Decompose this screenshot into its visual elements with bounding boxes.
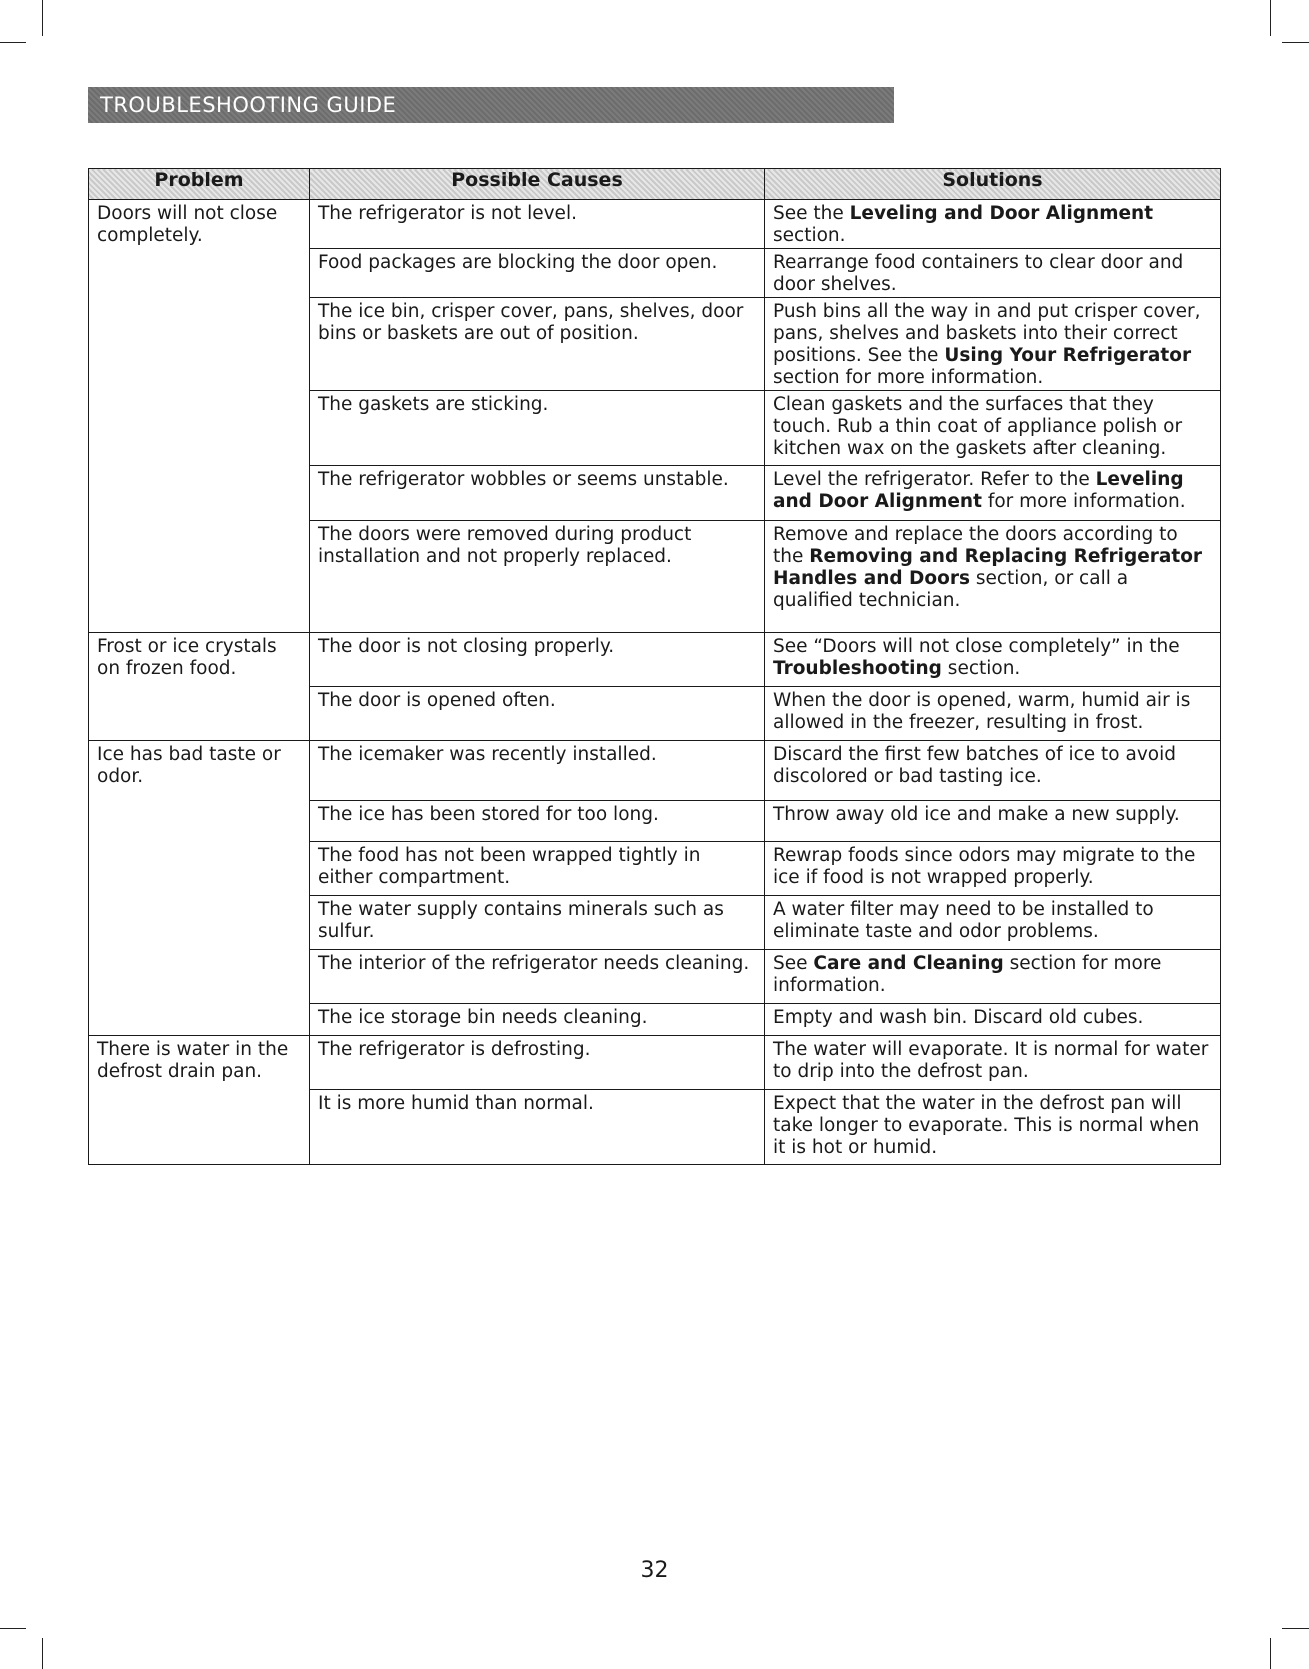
- solution-text: section for more information.: [773, 367, 1044, 388]
- problem-cell: Ice has bad taste or odor.: [89, 741, 310, 1036]
- section-title: TROUBLESHOOTING GUIDE: [88, 87, 894, 123]
- crop-mark: [0, 42, 26, 43]
- solution-text: section.: [941, 658, 1021, 679]
- solution-reference: Troubleshooting: [773, 658, 942, 679]
- cause-cell: Food packages are blocking the door open.: [310, 249, 765, 298]
- solution-text: When the door is opened, warm, humid air is allowed in the freezer, resulting in frost.: [773, 690, 1191, 733]
- table-row: [89, 741, 1221, 801]
- cause-cell: The gaskets are sticking.: [310, 391, 765, 466]
- solution-cell: [765, 842, 1221, 896]
- solution-text: See the: [773, 203, 850, 224]
- solution-cell: [765, 741, 1221, 801]
- solution-cell: [765, 896, 1221, 950]
- cause-cell: It is more humid than normal.: [310, 1090, 765, 1165]
- solution-text: Rearrange food containers to clear door and door shelves.: [773, 252, 1184, 295]
- cause-cell: The ice bin, crisper cover, pans, shelves, door bins or baskets are out of position.: [310, 298, 765, 391]
- solution-text: Expect that the water in the defrost pan will take longer to evaporate. This is normal when it is hot or humid.: [773, 1093, 1200, 1158]
- solution-cell: [765, 950, 1221, 1004]
- solution-text: Clean gaskets and the surfaces that they touch. Rub a thin coat of appliance polish or kitchen wax on the gaskets after cleaning.: [773, 394, 1183, 459]
- table-header-row: [89, 169, 1221, 200]
- solution-text: See “Doors will not close completely” in the: [773, 636, 1180, 657]
- solution-text: Rewrap foods since odors may migrate to the ice if food is not wrapped properly.: [773, 845, 1196, 888]
- solution-text: Remove and replace the doors according to the: [773, 524, 1178, 567]
- solution-reference: Leveling and Door Alignment: [849, 203, 1154, 224]
- solution-cell: [765, 1036, 1221, 1090]
- cause-cell: The doors were removed during product installation and not properly replaced.: [310, 521, 765, 633]
- problem-cell: There is water in the defrost drain pan.: [89, 1036, 310, 1165]
- cause-cell: The refrigerator wobbles or seems unstable.: [310, 466, 765, 521]
- solution-text: See: [773, 953, 814, 974]
- column-header-problem: Problem: [89, 169, 310, 200]
- solution-cell: [765, 801, 1221, 842]
- solution-cell: [765, 200, 1221, 249]
- table-row: [89, 200, 1221, 249]
- solution-text: Discard the first few batches of ice to avoid discolored or bad tasting ice.: [773, 744, 1176, 787]
- crop-mark: [0, 1628, 26, 1629]
- crop-mark: [1270, 1638, 1271, 1669]
- cause-cell: The door is not closing properly.: [310, 633, 765, 687]
- table-row: [89, 1036, 1221, 1090]
- solution-reference: Leveling and Door Alignment: [773, 469, 1184, 512]
- solution-cell: [765, 298, 1221, 391]
- solution-reference: Removing and Replacing Refrigerator Handles and Doors: [773, 546, 1203, 589]
- solution-cell: [765, 521, 1221, 633]
- cause-cell: The food has not been wrapped tightly in either compartment.: [310, 842, 765, 896]
- column-header-solutions: Solutions: [765, 169, 1221, 200]
- solution-text: section, or call a qualified technician.: [773, 568, 1129, 611]
- solution-text: for more information.: [981, 491, 1186, 512]
- cause-cell: The water supply contains minerals such as sulfur.: [310, 896, 765, 950]
- crop-mark: [42, 0, 43, 36]
- solution-text: Level the refrigerator. Refer to the: [773, 469, 1096, 490]
- table-body: [89, 200, 1221, 1165]
- solution-text: A water filter may need to be installed to eliminate taste and odor problems.: [773, 899, 1154, 942]
- solution-cell: [765, 249, 1221, 298]
- solution-text: section for more information.: [773, 953, 1162, 996]
- cause-cell: The interior of the refrigerator needs cleaning.: [310, 950, 765, 1004]
- problem-cell: Doors will not close completely.: [89, 200, 310, 633]
- cause-cell: The icemaker was recently installed.: [310, 741, 765, 801]
- solution-text: Throw away old ice and make a new supply.: [773, 804, 1180, 825]
- solution-cell: [765, 1004, 1221, 1036]
- solution-text: The water will evaporate. It is normal for water to drip into the defrost pan.: [773, 1039, 1209, 1082]
- cause-cell: The refrigerator is not level.: [310, 200, 765, 249]
- column-header-causes: Possible Causes: [310, 169, 765, 200]
- table-row: [89, 633, 1221, 687]
- cause-cell: The door is opened often.: [310, 687, 765, 741]
- crop-mark: [1282, 1628, 1309, 1629]
- solution-cell: [765, 1090, 1221, 1165]
- page-number: 32: [640, 1558, 669, 1583]
- crop-mark: [42, 1638, 43, 1669]
- solution-cell: [765, 633, 1221, 687]
- solution-cell: [765, 391, 1221, 466]
- crop-mark: [1282, 42, 1309, 43]
- troubleshooting-table: [88, 168, 1221, 1165]
- solution-text: Push bins all the way in and put crisper cover, pans, shelves and baskets into their correct positions. See the: [773, 301, 1201, 366]
- solution-text: Empty and wash bin. Discard old cubes.: [773, 1007, 1144, 1028]
- solution-reference: Using Your Refrigerator: [944, 345, 1192, 366]
- solution-text: section.: [773, 225, 846, 246]
- solution-reference: Care and Cleaning: [813, 953, 1004, 974]
- cause-cell: The ice has been stored for too long.: [310, 801, 765, 842]
- crop-mark: [1270, 0, 1271, 36]
- solution-cell: [765, 466, 1221, 521]
- problem-cell: Frost or ice crystals on frozen food.: [89, 633, 310, 741]
- cause-cell: The refrigerator is defrosting.: [310, 1036, 765, 1090]
- cause-cell: The ice storage bin needs cleaning.: [310, 1004, 765, 1036]
- solution-cell: [765, 687, 1221, 741]
